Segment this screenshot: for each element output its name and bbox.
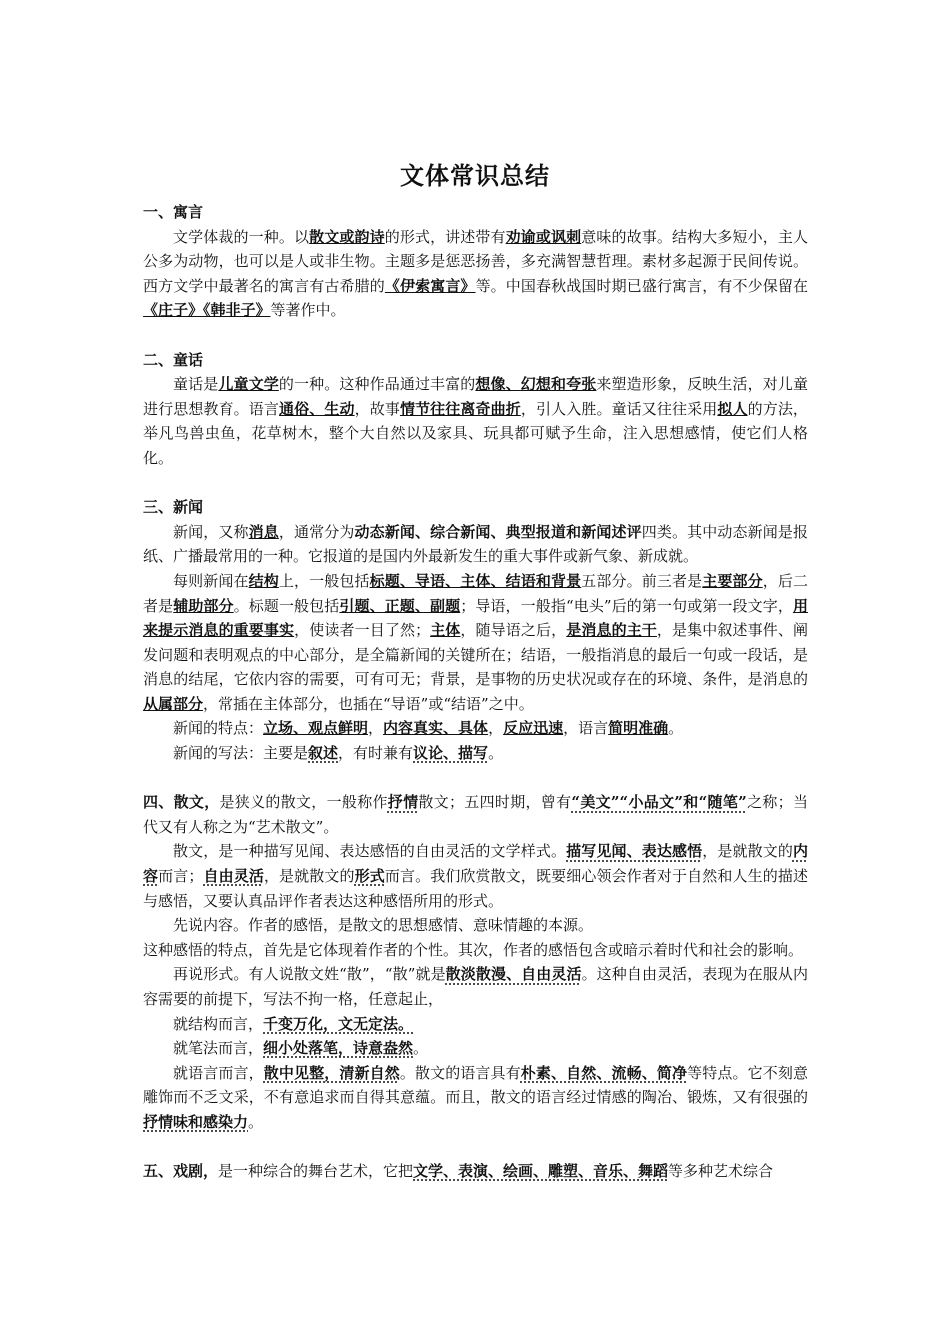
- text-run: 的一种。这种作品通过丰富的: [278, 375, 476, 394]
- text-run: ，有时兼有: [338, 744, 414, 763]
- text-run: 。: [413, 1039, 429, 1058]
- blank-line: [143, 1135, 808, 1160]
- section-heading-prose: 四、散文，: [143, 793, 220, 812]
- drama-paragraph: [143, 1159, 808, 1184]
- keyword-underlined: 儿童文学: [218, 375, 279, 394]
- prose-technique: [143, 1036, 808, 1061]
- prose-paragraph-definition: [143, 839, 808, 913]
- keyword-underlined: 散文或韵诗: [309, 227, 385, 246]
- text-run: 文学体裁的一种。以: [173, 227, 310, 246]
- fable-paragraph: [143, 225, 808, 323]
- news-writing: [143, 741, 808, 766]
- keyword-dotted: 千变万化，文无定法。: [263, 1014, 414, 1033]
- text-run: 而言；: [158, 867, 204, 886]
- keyword-underlined: 辅助部分: [173, 596, 234, 615]
- text-run: 童话是: [173, 375, 219, 394]
- text-run: 。: [488, 744, 504, 763]
- keyword-dotted: 朴素、自然、流畅、简净: [520, 1063, 688, 1082]
- text-run: 新闻的特点：: [173, 719, 264, 738]
- text-run: 。这种自由灵活，表现为在服从内容需要的前提下，写法不拘一格，任意起止，: [143, 965, 808, 1008]
- prose-paragraph-form: [143, 962, 808, 1011]
- keyword-underlined: 劝谕或讽刺: [505, 227, 582, 246]
- news-paragraph-intro: [143, 520, 808, 569]
- text-run: 意味的故事。结构大多短小，主人公多为动物，也可以是人或非生物。主题多是惩恶扬善，多充满智慧哲理。素材多起源于民间传说。西方文学中最著名的寓言有古希腊的: [143, 227, 808, 295]
- keyword-underlined: 想像、幻想和夸张: [475, 375, 597, 394]
- blank-line: [143, 323, 808, 348]
- text-run: ，是就散文的: [702, 842, 793, 861]
- text-run: ；导语，一般指“电头”后的第一句或第一段文字，: [460, 596, 793, 615]
- keyword-dotted: 抒情: [387, 793, 419, 812]
- keyword-underlined: 《伊索寓言》: [384, 276, 476, 295]
- text-run: 。标题一般包括: [233, 596, 340, 615]
- text-run: 新闻，又称: [173, 522, 249, 541]
- keyword-underlined: 消息: [248, 522, 279, 541]
- keyword-dotted: 内容: [143, 842, 808, 886]
- text-run: ，随导语之后，: [460, 621, 567, 640]
- keyword-dotted: 抒情味和感染力: [143, 1112, 249, 1131]
- keyword-underlined: 情节往往离奇曲折: [399, 399, 521, 418]
- keyword-dotted: 叙述: [308, 744, 339, 763]
- keyword-underlined: 内容真实、具体: [383, 719, 489, 738]
- text-run: 的方法，举凡鸟兽虫鱼，花草树木，整个大自然以及家具、玩具都可赋予生命，注入思想感情，使它们人格化。: [143, 399, 808, 467]
- keyword-underlined: 主体: [430, 621, 461, 640]
- document-title: 文体常识总结: [400, 161, 550, 190]
- keyword-dotted: 文学、表演、绘画、雕塑、音乐、舞蹈: [413, 1162, 669, 1181]
- document-body: [143, 200, 808, 1184]
- keyword-dotted: 自由灵活: [203, 867, 264, 886]
- text-run: 。: [668, 719, 684, 738]
- keyword-underlined: 简明准确: [608, 719, 669, 738]
- text-run: 四类。其中动态新闻是报纸、广播最常用的一种。它报道的是国内外最新发生的重大事件或新气象、新成就。: [143, 522, 808, 566]
- prose-paragraph-intro: [143, 790, 808, 839]
- section-heading-fable: 一、寓言: [143, 203, 204, 221]
- keyword-underlined: 用来提示消息的重要事实: [143, 596, 808, 640]
- text-run: 等著作中。: [270, 301, 346, 320]
- keyword-underlined: 是消息的主干: [566, 621, 657, 640]
- prose-paragraph-personality: 这种感悟的特点，首先是它体现着作者的个性。其次，作者的感悟包含或暗示着时代和社会的影响。: [143, 940, 804, 959]
- text-run: ，: [368, 719, 384, 738]
- keyword-underlined: 立场、观点鲜明: [263, 719, 369, 738]
- keyword-underlined: 通俗、生动: [279, 399, 355, 418]
- fairy-tale-paragraph: [143, 372, 808, 470]
- news-features: [143, 716, 808, 741]
- text-run: ，后二者是: [143, 571, 808, 615]
- text-run: 。散文的语言具有: [399, 1063, 521, 1082]
- prose-language: [143, 1061, 808, 1135]
- text-run: 散文，是一种描写见闻、表达感悟的自由灵活的文学样式。: [173, 842, 567, 861]
- text-run: 等。中国春秋战国时期已盛行寓言，有不少保留在: [475, 276, 808, 295]
- text-run: ，引人入胜。童话又往往采用: [520, 399, 718, 418]
- text-run: 新闻的写法：主要是: [173, 744, 309, 763]
- text-run: 五部分。前三者是: [581, 571, 703, 590]
- blank-line: [143, 471, 808, 496]
- text-run: ，使读者一目了然；: [294, 621, 431, 640]
- keyword-underlined: 《庄子》《韩非子》: [143, 301, 271, 320]
- text-run: ，通常分为: [278, 522, 355, 541]
- text-run: ，常插在主体部分，也插在“导语”或“结语”之中。: [203, 694, 534, 713]
- text-run: ，是就散文的: [263, 867, 355, 886]
- news-paragraph-structure: [143, 569, 808, 717]
- text-run: 而言。我们欣赏散文，既要细心领会作者对于自然和人生的描述与感悟，又要认真品评作者表达这种感悟所用的形式。: [143, 867, 808, 910]
- keyword-dotted: 形式: [354, 867, 385, 886]
- section-heading-news: 三、新闻: [143, 498, 204, 517]
- text-run: 散文；五四时期，曾有: [418, 793, 572, 812]
- text-run: ，: [488, 719, 504, 738]
- text-run: 来塑造形象，反映生活，对儿童进行思想教育。语言: [143, 375, 808, 418]
- keyword-underlined: 结构: [248, 571, 279, 590]
- text-run: 再说形式。有人说散文姓“散”，“散”就是: [173, 965, 446, 984]
- section-heading-drama: 五、戏剧，: [143, 1162, 219, 1181]
- text-run: 上，一般包括: [278, 571, 370, 590]
- text-run: 的形式，讲述带有: [384, 227, 506, 246]
- keyword-bold: 动态新闻、综合新闻、典型报道和新闻述评: [354, 522, 642, 541]
- keyword-underlined: 拟人: [717, 399, 748, 418]
- text-run: ，是集中叙述事件、阐发问题和表明观点的中心部分，是全篇新闻的关键所在；结语，一般指消息的最后一句或一段话，是消息的结尾，它依内容的需要，可有可无；背景，是事物的历史状况或存在的环境、条件，是消息的: [143, 621, 808, 689]
- keyword-dotted: 议论、描写: [413, 744, 489, 763]
- keyword-dotted: 散中见整，清新自然: [263, 1063, 400, 1082]
- text-run: 每则新闻在: [173, 571, 249, 590]
- text-run: 是狭义的散文，一般称作: [219, 793, 388, 812]
- text-run: 就笔法而言，: [173, 1039, 264, 1058]
- text-run: 是一种综合的舞台艺术，它把: [218, 1162, 414, 1181]
- section-heading-fairy-tale: 二、童话: [143, 350, 204, 369]
- keyword-underlined: 引题、正题、副题: [339, 596, 461, 615]
- text-run: 之称；当代又有人称之为“艺术散文”。: [143, 793, 808, 836]
- keyword-underlined: 反应迅速: [503, 719, 564, 738]
- text-run: 就语言而言，: [173, 1063, 264, 1082]
- prose-structure: [143, 1012, 808, 1037]
- prose-paragraph-content: 先说内容。作者的感悟，是散文的思想感情、意味情趣的本源。: [173, 916, 594, 935]
- keyword-dotted: 散淡散漫、自由灵活: [445, 965, 582, 984]
- keyword-underlined: 主要部分: [702, 571, 763, 590]
- keyword-dotted: 细小处落笔，诗意盎然: [263, 1039, 414, 1058]
- text-run: ，故事: [354, 399, 400, 418]
- blank-line: [143, 766, 808, 791]
- text-run: 。: [248, 1112, 264, 1131]
- keyword-underlined: 从属部分: [143, 694, 204, 713]
- keyword-dotted: “美文”“小品文”和“随笔”: [571, 793, 747, 812]
- keyword-dotted: 描写见闻、表达感悟: [566, 842, 703, 861]
- keyword-underlined: 标题、导语、主体、结语和背景: [369, 571, 582, 590]
- text-run: ，语言: [563, 719, 609, 738]
- text-run: 就结构而言，: [173, 1014, 264, 1033]
- text-run: 等特点。它不刻意雕饰而不乏文采，不有意追求而自得其意蕴。而且，散文的语言经过情感的陶冶、锻炼，又有很强的: [143, 1063, 808, 1107]
- text-run: 等多种艺术综合: [668, 1162, 774, 1181]
